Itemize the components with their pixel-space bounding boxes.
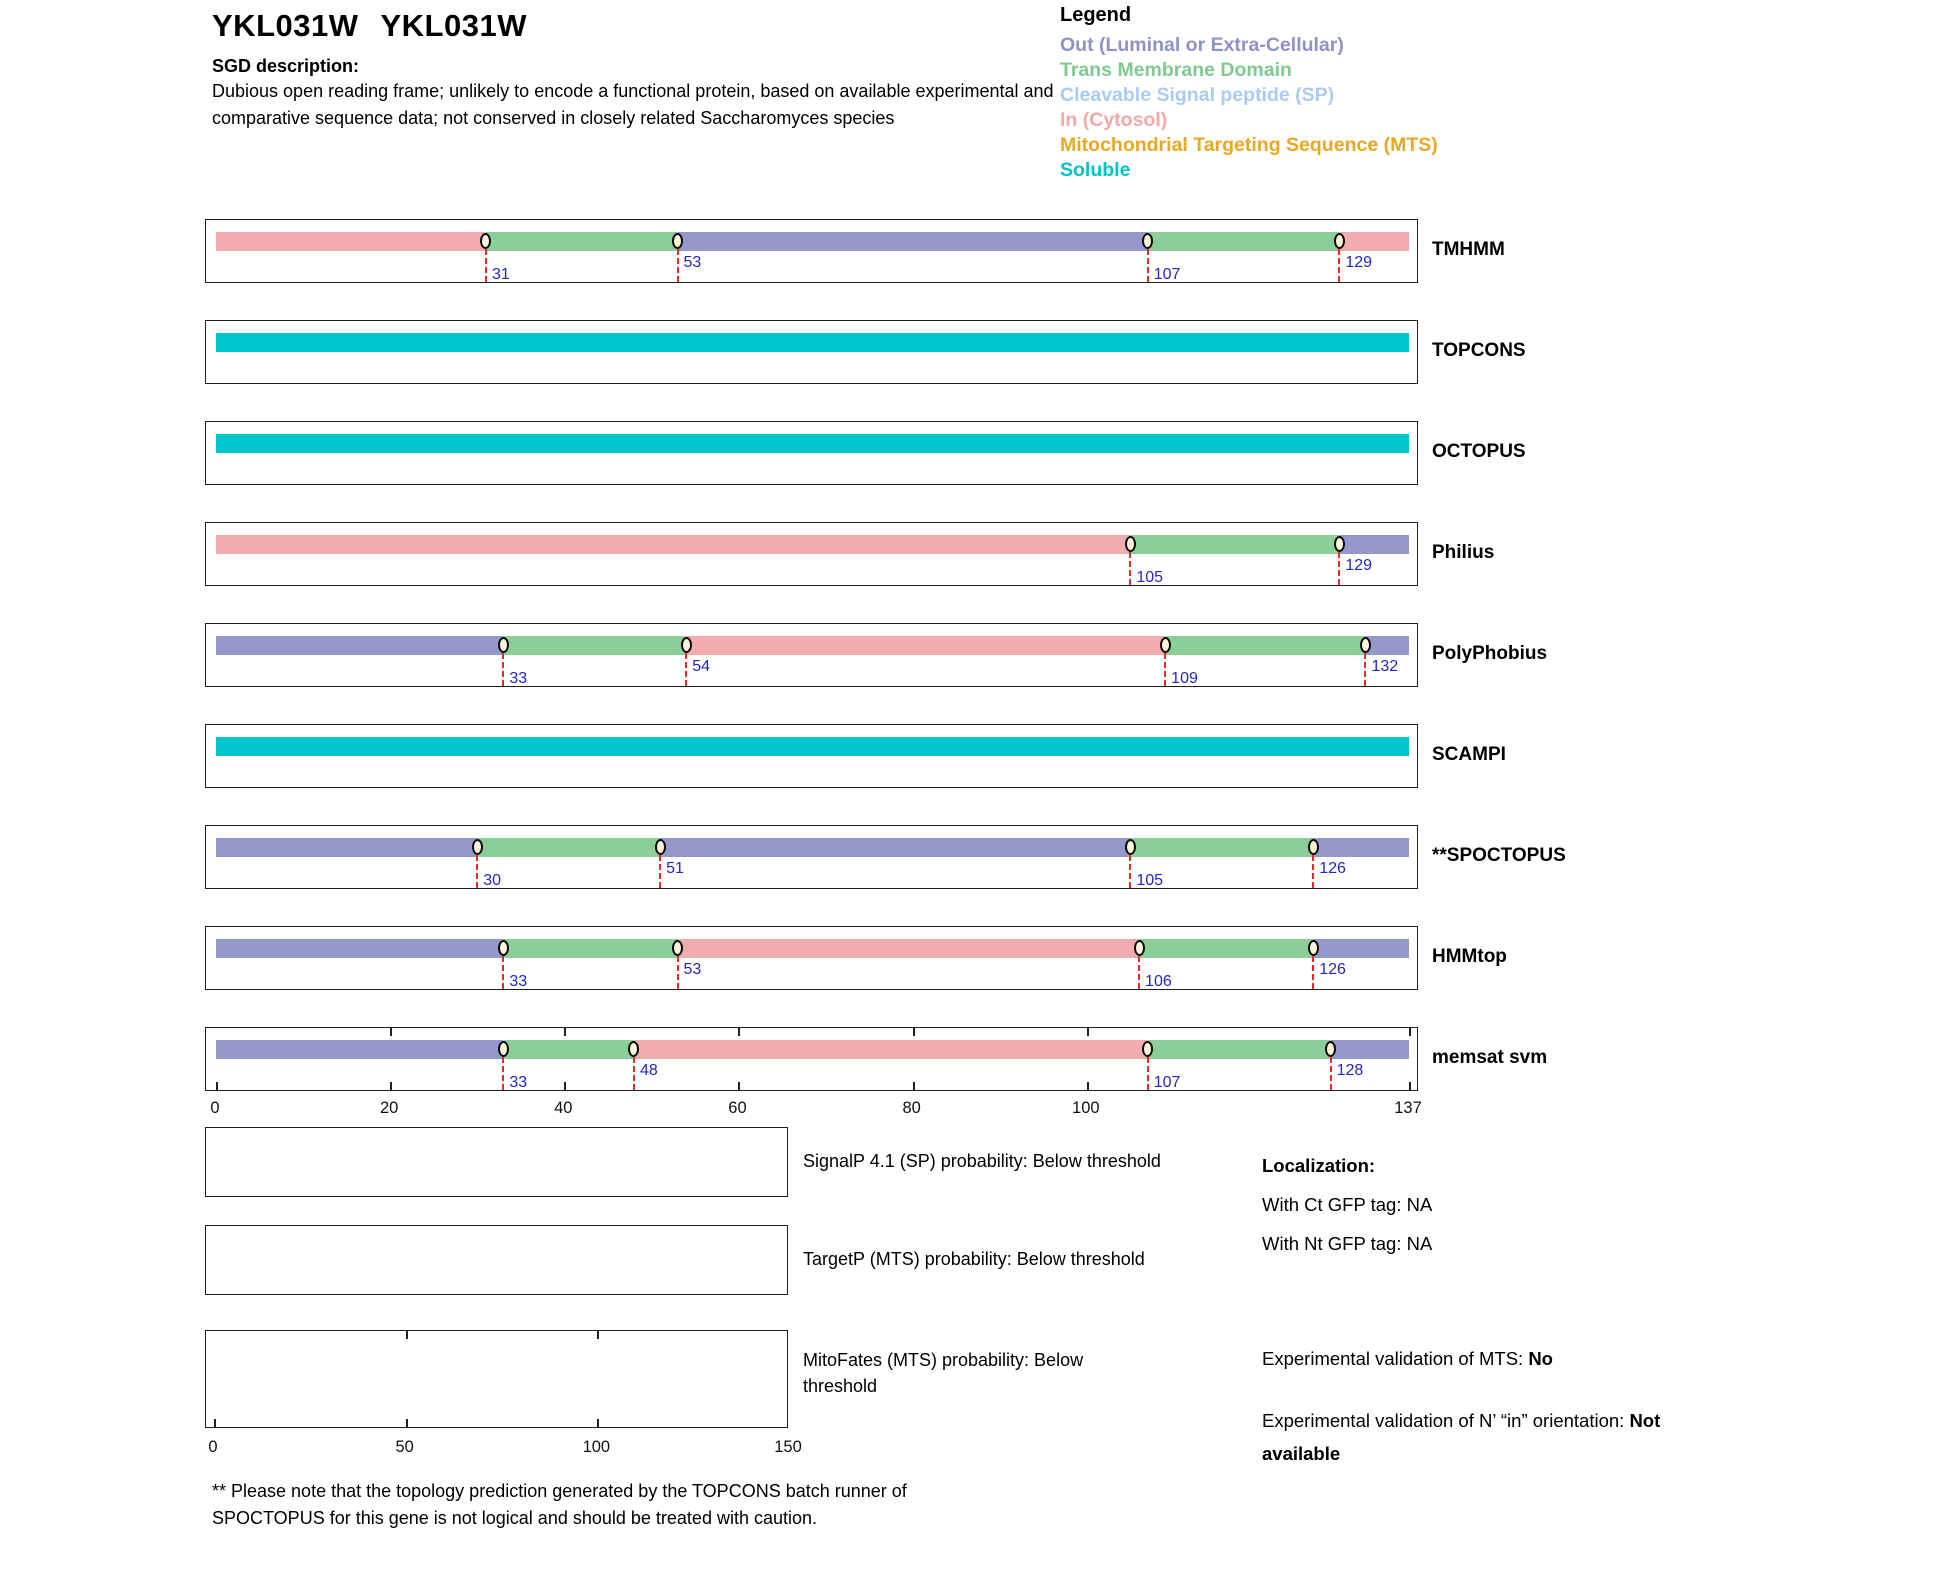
- track-box-spoctopus: [205, 825, 1418, 889]
- region-tm: [1130, 838, 1313, 857]
- track-box-philius: [205, 522, 1418, 586]
- boundary-label: 128: [1336, 1062, 1364, 1079]
- ruler-tick: [1409, 1028, 1411, 1036]
- ruler-tick: [597, 1331, 599, 1339]
- boundary-marker: [1360, 637, 1371, 653]
- region-tm: [1139, 939, 1313, 958]
- legend-item-tm: Trans Membrane Domain: [1060, 59, 1292, 81]
- boundary-label: 33: [509, 1074, 528, 1091]
- boundary-label: 107: [1153, 266, 1181, 283]
- boundary-label: 48: [639, 1062, 658, 1079]
- region-out: [1313, 838, 1409, 857]
- ruler-tick: [738, 1028, 740, 1036]
- x-axis-tick-label: 20: [379, 1099, 399, 1117]
- region-out: [216, 636, 503, 655]
- legend-item-out: Out (Luminal or Extra-Cellular): [1060, 34, 1344, 56]
- track-box-hmmtop: [205, 926, 1418, 990]
- boundary-marker: [1125, 839, 1136, 855]
- sgd-description-line1: Dubious open reading frame; unlikely to encode a functional protein, based on available experimental and: [212, 81, 1054, 101]
- region-in: [678, 939, 1140, 958]
- sgd-description-text: [212, 78, 1054, 132]
- region-out: [1339, 535, 1409, 554]
- ruler-tick: [1087, 1082, 1089, 1090]
- boundary-marker: [1134, 940, 1145, 956]
- track-label-spoctopus: **SPOCTOPUS: [1432, 845, 1566, 866]
- x-axis-tick-label: 80: [902, 1099, 921, 1117]
- region-soluble: [216, 737, 1409, 756]
- legend-item-soluble: Soluble: [1060, 159, 1131, 181]
- localization-title: Localization:: [1262, 1155, 1376, 1176]
- ruler-tick: [564, 1082, 566, 1090]
- region-out: [678, 232, 1148, 251]
- ct-gfp-tag-line: With Ct GFP tag: NA: [1262, 1194, 1433, 1215]
- legend-item-sp: Cleavable Signal peptide (SP): [1060, 84, 1335, 106]
- gene-name: YKL031W: [212, 8, 359, 43]
- legend-items: [1060, 33, 1438, 183]
- track-box-octopus: [205, 421, 1418, 485]
- region-soluble: [216, 434, 1409, 453]
- region-out: [1365, 636, 1409, 655]
- mitofates-plot-box: [205, 1330, 788, 1428]
- track-label-topcons: TOPCONS: [1432, 340, 1526, 361]
- boundary-marker: [681, 637, 692, 653]
- targetp-label: TargetP (MTS) probability: Below threshold: [803, 1249, 1145, 1269]
- boundary-label: 53: [683, 961, 702, 978]
- ruler-tick: [913, 1028, 915, 1036]
- ruler-tick: [390, 1028, 392, 1036]
- boundary-label: 129: [1345, 557, 1373, 574]
- region-tm: [1130, 535, 1339, 554]
- mts-validation-line: [1262, 1348, 1553, 1370]
- boundary-label: 126: [1319, 961, 1346, 978]
- boundary-marker: [498, 1041, 509, 1057]
- ruler-tick: [390, 1082, 392, 1090]
- boundary-marker: [472, 839, 483, 855]
- orientation-validation-value: Not available: [1262, 1410, 1661, 1464]
- mts-validation-value: No: [1528, 1348, 1553, 1369]
- boundary-label: 53: [683, 254, 702, 271]
- boundary-marker: [655, 839, 666, 855]
- track-box-tmhmm: [205, 219, 1418, 283]
- region-in: [634, 1040, 1148, 1059]
- region-tm: [1148, 1040, 1331, 1059]
- region-in: [1339, 232, 1409, 251]
- signalp-plot-box: [205, 1127, 788, 1197]
- footnote-line1: ** Please note that the topology prediction generated by the TOPCONS batch runner of: [212, 1481, 907, 1501]
- region-in: [216, 232, 486, 251]
- mitofates-tick-label: 150: [774, 1438, 802, 1456]
- region-in: [216, 535, 1130, 554]
- signalp-label: SignalP 4.1 (SP) probability: Below threshold: [803, 1151, 1161, 1171]
- boundary-label: 109: [1171, 670, 1198, 687]
- orientation-validation-label: Experimental validation of N’ “in” orientation:: [1262, 1410, 1630, 1431]
- boundary-marker: [1308, 940, 1319, 956]
- mitofates-tick-label: 100: [582, 1438, 611, 1456]
- track-label-tmhmm: TMHMM: [1432, 239, 1505, 260]
- track-label-memsat-svm: memsat svm: [1432, 1047, 1548, 1068]
- region-out: [660, 838, 1130, 857]
- region-tm: [486, 232, 678, 251]
- boundary-label: 51: [666, 860, 684, 877]
- ruler-tick: [913, 1082, 915, 1090]
- x-axis-tick-label: 0: [210, 1099, 220, 1117]
- x-axis-tick-label: 60: [728, 1099, 747, 1117]
- boundary-marker: [672, 940, 683, 956]
- legend: [1060, 4, 1438, 183]
- track-box-topcons: [205, 320, 1418, 384]
- mts-validation-label: Experimental validation of MTS:: [1262, 1348, 1529, 1369]
- legend-title: Legend: [1060, 4, 1132, 26]
- ruler-tick: [406, 1331, 408, 1339]
- region-tm: [503, 939, 677, 958]
- region-soluble: [216, 333, 1409, 352]
- mitofates-label: MitoFates (MTS) probability: Below threshold: [803, 1350, 1084, 1396]
- x-axis-tick-label: 100: [1072, 1099, 1100, 1117]
- boundary-label: 105: [1136, 569, 1164, 586]
- boundary-label: 129: [1345, 254, 1373, 271]
- x-axis-tick-label: 137: [1394, 1099, 1422, 1117]
- sgd-description-label: SGD description:: [212, 56, 360, 76]
- boundary-label: 31: [491, 266, 510, 283]
- ruler-tick: [1409, 1082, 1411, 1090]
- boundary-marker: [1125, 536, 1136, 552]
- footnote: [212, 1478, 907, 1532]
- mitofates-tick-label: 50: [395, 1438, 414, 1456]
- boundary-marker: [1334, 233, 1345, 249]
- boundary-label: 54: [692, 658, 711, 675]
- legend-item-mts: Mitochondrial Targeting Sequence (MTS): [1060, 134, 1438, 156]
- nt-gfp-tag-line: With Nt GFP tag: NA: [1262, 1233, 1433, 1254]
- boundary-marker: [672, 233, 683, 249]
- boundary-label: 33: [509, 973, 528, 990]
- page-title: [212, 8, 527, 44]
- boundary-label: 132: [1371, 658, 1399, 675]
- track-label-hmmtop: HMMtop: [1432, 946, 1507, 967]
- boundary-marker: [1160, 637, 1171, 653]
- track-label-polyphobius: PolyPhobius: [1432, 643, 1548, 664]
- track-label-octopus: OCTOPUS: [1432, 441, 1526, 462]
- boundary-marker: [1334, 536, 1345, 552]
- ruler-tick: [216, 1082, 218, 1090]
- boundary-label: 126: [1319, 860, 1346, 877]
- region-out: [1331, 1040, 1409, 1059]
- track-label-philius: Philius: [1432, 542, 1495, 563]
- region-tm: [503, 1040, 634, 1059]
- ruler-tick: [597, 1419, 599, 1427]
- region-out: [216, 838, 477, 857]
- orf-name: YKL031W: [380, 8, 527, 43]
- track-box-scampi: [205, 724, 1418, 788]
- boundary-marker: [498, 637, 509, 653]
- ruler-tick: [1087, 1028, 1089, 1036]
- boundary-label: 33: [509, 670, 528, 687]
- boundary-label: 30: [483, 872, 502, 889]
- region-out: [1313, 939, 1409, 958]
- boundary-marker: [1308, 839, 1319, 855]
- targetp-plot-box: [205, 1225, 788, 1295]
- track-box-memsat-svm: [205, 1027, 1418, 1091]
- boundary-label: 105: [1136, 872, 1164, 889]
- region-tm: [1165, 636, 1365, 655]
- orientation-validation-line: [1262, 1404, 1714, 1470]
- ruler-tick: [406, 1419, 408, 1427]
- mitofates-tick-label: 0: [208, 1438, 218, 1456]
- x-axis-tick-label: 40: [554, 1099, 573, 1117]
- boundary-label: 107: [1153, 1074, 1181, 1091]
- region-tm: [503, 636, 686, 655]
- track-label-scampi: SCAMPI: [1432, 744, 1506, 765]
- region-out: [216, 939, 503, 958]
- region-tm: [477, 838, 660, 857]
- ruler-tick: [214, 1419, 216, 1427]
- track-box-polyphobius: [205, 623, 1418, 687]
- ruler-tick: [564, 1028, 566, 1036]
- boundary-marker: [498, 940, 509, 956]
- footnote-line2: SPOCTOPUS for this gene is not logical and should be treated with caution.: [212, 1508, 818, 1528]
- legend-item-in: In (Cytosol): [1060, 109, 1168, 131]
- ruler-tick: [738, 1082, 740, 1090]
- sgd-description-line2: comparative sequence data; not conserved in closely related Saccharomyces species: [212, 108, 895, 128]
- boundary-label: 106: [1145, 973, 1172, 990]
- region-out: [216, 1040, 503, 1059]
- region-in: [686, 636, 1165, 655]
- region-tm: [1148, 232, 1340, 251]
